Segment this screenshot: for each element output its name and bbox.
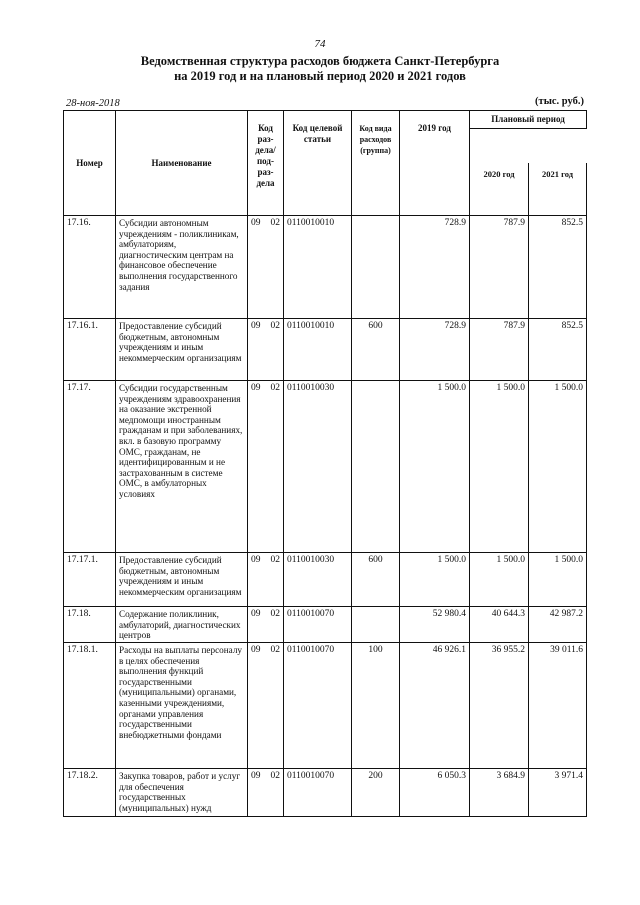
- page-number: 74: [314, 38, 326, 50]
- section-code: 09: [251, 555, 261, 565]
- row-amount-2019: 46 926.1: [400, 643, 470, 769]
- header-number: Номер: [64, 111, 116, 216]
- row-name: Субсидии автономным учреждениям - поликлиникам, амбулаториям, диагностическим центрам на финансовое обеспечение выполнения государственного задания: [116, 216, 248, 319]
- header-year-2019: 2019 год: [400, 111, 470, 216]
- row-target-code: 0110010030: [284, 553, 352, 607]
- row-amount-2019: 728.9: [400, 319, 470, 381]
- header-section-code: Код раз-дела/ под-раз-дела: [248, 111, 284, 216]
- row-amount-2021: 3 971.4: [529, 769, 587, 817]
- row-section-code: [248, 643, 284, 769]
- subsection-code: 02: [270, 771, 280, 781]
- row-expense-type: 100: [352, 643, 400, 769]
- row-amount-2021: 1 500.0: [529, 381, 587, 553]
- row-amount-2020: 1 500.0: [470, 381, 529, 553]
- row-target-code: 0110010030: [284, 381, 352, 553]
- row-section-code: [248, 216, 284, 319]
- subsection-code: 02: [270, 218, 280, 228]
- section-code: 09: [251, 645, 261, 655]
- document-date: 28-ноя-2018: [66, 98, 120, 109]
- row-expense-type: [352, 607, 400, 643]
- units-label: (тыс. руб.): [535, 96, 584, 107]
- row-number: 17.16.: [64, 216, 116, 319]
- section-code: 09: [251, 218, 261, 228]
- header-name: Наименование: [116, 111, 248, 216]
- row-amount-2021: 42 987.2: [529, 607, 587, 643]
- row-amount-2019: 6 050.3: [400, 769, 470, 817]
- row-name: Содержание поликлиник, амбулаторий, диагностических центров: [116, 607, 248, 643]
- header-planned-period: Плановый период: [470, 111, 587, 129]
- title-line-1: Ведомственная структура расходов бюджета Санкт-Петербурга: [140, 54, 500, 68]
- row-amount-2019: 1 500.0: [400, 553, 470, 607]
- row-section-code: [248, 607, 284, 643]
- row-name: Закупка товаров, работ и услуг для обеспечения государственных (муниципальных) нужд: [116, 769, 248, 817]
- budget-table: [63, 110, 587, 817]
- subsection-code: 02: [270, 555, 280, 565]
- row-amount-2021: 1 500.0: [529, 553, 587, 607]
- row-name: Субсидии государственным учреждениям здравоохранения на оказание экстренной медпомощи иностранным гражданам и при заболеваниях, вкл. в базовую программу ОМС, гражданам, не идентифицированным и не застрахованным в системе ОМС, в амбулаторных условиях: [116, 381, 248, 553]
- row-amount-2020: 36 955.2: [470, 643, 529, 769]
- row-number: 17.18.: [64, 607, 116, 643]
- row-number: 17.18.2.: [64, 769, 116, 817]
- row-amount-2021: 852.5: [529, 319, 587, 381]
- row-section-code: [248, 769, 284, 817]
- section-code: 09: [251, 321, 261, 331]
- subsection-code: 02: [270, 383, 280, 393]
- row-target-code: 0110010010: [284, 216, 352, 319]
- header-expense-type-code: Код вида расходов (группа): [352, 111, 400, 216]
- row-amount-2019: 52 980.4: [400, 607, 470, 643]
- section-code: 09: [251, 771, 261, 781]
- subsection-code: 02: [270, 645, 280, 655]
- row-number: 17.17.: [64, 381, 116, 553]
- row-target-code: 0110010010: [284, 319, 352, 381]
- row-expense-type: 600: [352, 319, 400, 381]
- row-target-code: 0110010070: [284, 607, 352, 643]
- row-target-code: 0110010070: [284, 643, 352, 769]
- section-code: 09: [251, 609, 261, 619]
- row-name: Расходы на выплаты персоналу в целях обеспечения выполнения функций государственными (муниципальными) органами, казенными учреждениями, органами управления государственными внебюджетными фондами: [116, 643, 248, 769]
- header-year-2020: 2020 год: [470, 163, 529, 217]
- row-amount-2019: 728.9: [400, 216, 470, 319]
- row-number: 17.17.1.: [64, 553, 116, 607]
- row-amount-2020: 3 684.9: [470, 769, 529, 817]
- row-amount-2019: 1 500.0: [400, 381, 470, 553]
- row-name: Предоставление субсидий бюджетным, автономным учреждениям и иным некоммерческим организациям: [116, 553, 248, 607]
- row-section-code: [248, 319, 284, 381]
- row-section-code: [248, 381, 284, 553]
- document-title: [0, 54, 640, 84]
- row-target-code: 0110010070: [284, 769, 352, 817]
- subsection-code: 02: [270, 321, 280, 331]
- row-section-code: [248, 553, 284, 607]
- row-number: 17.16.1.: [64, 319, 116, 381]
- row-amount-2020: 40 644.3: [470, 607, 529, 643]
- row-amount-2021: 39 011.6: [529, 643, 587, 769]
- subsection-code: 02: [270, 609, 280, 619]
- row-expense-type: 200: [352, 769, 400, 817]
- section-code: 09: [251, 383, 261, 393]
- row-amount-2020: 1 500.0: [470, 553, 529, 607]
- row-expense-type: [352, 216, 400, 319]
- row-amount-2020: 787.9: [470, 319, 529, 381]
- row-expense-type: [352, 381, 400, 553]
- row-number: 17.18.1.: [64, 643, 116, 769]
- header-year-2021: 2021 год: [529, 163, 587, 217]
- title-line-2: на 2019 год и на плановый период 2020 и 2021 годов: [174, 69, 466, 83]
- row-amount-2020: 787.9: [470, 216, 529, 319]
- row-expense-type: 600: [352, 553, 400, 607]
- row-name: Предоставление субсидий бюджетным, автономным учреждениям и иным некоммерческим организациям: [116, 319, 248, 381]
- row-amount-2021: 852.5: [529, 216, 587, 319]
- header-target-code: Код целевой статьи: [284, 111, 352, 216]
